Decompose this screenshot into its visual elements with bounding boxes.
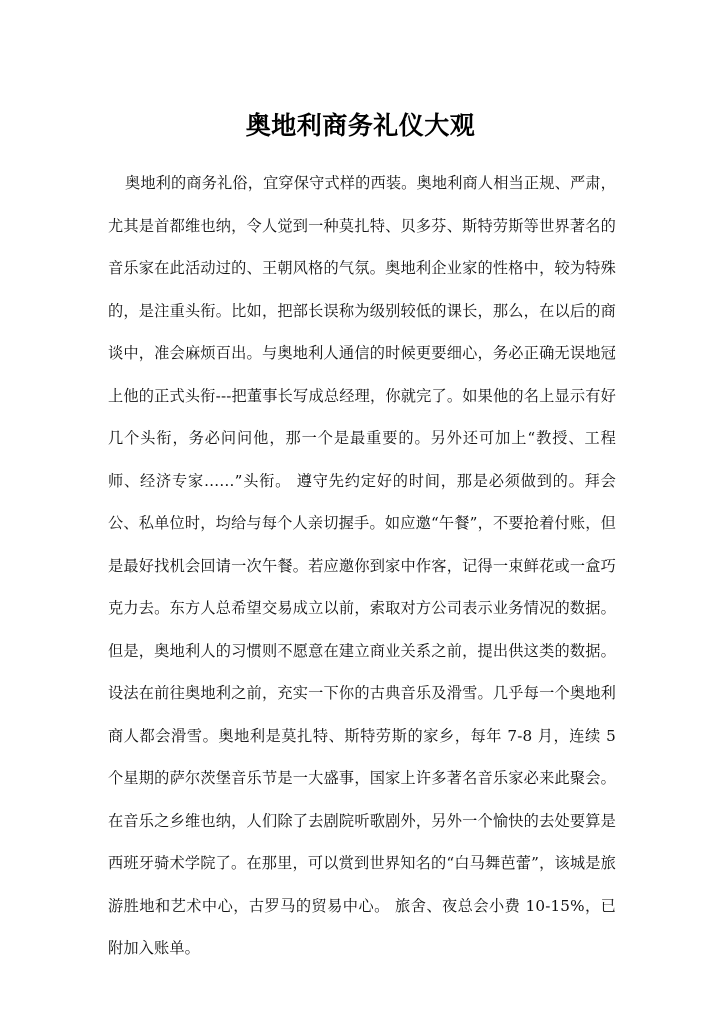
body-paragraph: 奥地利的商务礼俗，宜穿保守式样的西装。奥地利商人相当正规、严肃，尤其是首都维也纳，令人觉到一种莫扎特、贝多芬、斯特劳斯等世界著名的音乐家在此活动过的、王朝风格的气氛。奥地利企业家的性格中，较为特殊的，是注重头衔。比如，把部长误称为级别较低的课长，那么，在以后的商谈中，准会麻烦百出。与奥地利人通信的时候更要细心，务必正确无误地冠上他的正式头衔---把董事长写成总经理，你就完了。如果他的名上显示有好几个头衔，务必问问他，那一个是最重要的。另外还可加上“教授、工程师、经济专家……”头衔。 遵守先约定好的时间，那是必须做到的。拜会公、私单位时，均给与每个人亲切握手。如应邀“午餐”，不要抢着付账，但是最好找机会回请一次午餐。若应邀你到家中作客，记得一束鲜花或一盒巧克力去。东方人总希望交易成立以前，索取对方公司表示业务情况的数据。但是，奥地利人的习惯则不愿意在建立商业关系之前，提出供这类的数据。 设法在前往奥地利之前，充实一下你的古典音乐及滑雪。几乎每一个奥地利商人都会滑雪。奥地利是莫扎特、斯特劳斯的家乡，每年 7-8 月，连续 5 个星期的萨尔茨堡音乐节是一大盛事，国家上许多著名音乐家必来此聚会。在音乐之乡维也纳，人们除了去剧院听歌剧外，另外一个愉快的去处要算是西班牙骑术学院了。在那里，可以赏到世界知名的“白马舞芭蕾”，该城是旅游胜地和艺术中心，古罗马的贸易中心。 旅舍、夜总会小费 10-15%，已附加入账单。	[108, 174, 616, 957]
document-body	[108, 162, 616, 970]
page-title: 奥地利商务礼仪大观	[245, 110, 476, 140]
